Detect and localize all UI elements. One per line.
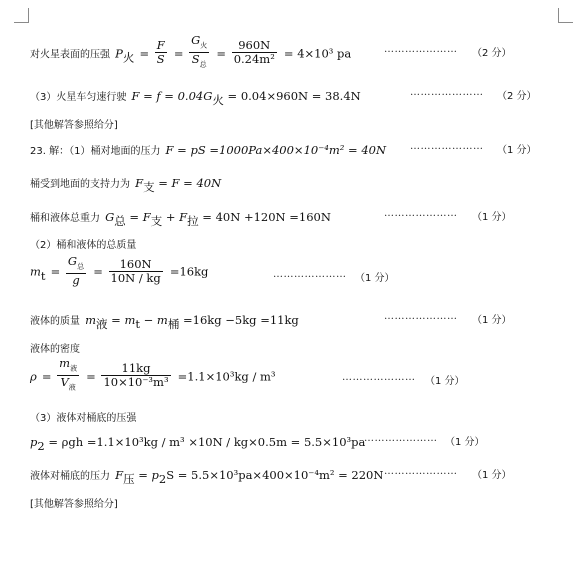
text-label: 对火星表面的压强 xyxy=(30,49,110,61)
line-density-heading: 液体的密度 xyxy=(30,344,80,355)
score-mark: （1 分） xyxy=(472,212,512,223)
dot-leader: ………………… xyxy=(384,311,458,322)
page-corner-mark-left xyxy=(14,8,29,23)
math-symbol: P xyxy=(115,46,123,61)
score-mark: （1 分） xyxy=(472,315,512,326)
dot-leader: ………………… xyxy=(384,44,458,55)
score-mark: （1 分） xyxy=(497,145,537,156)
dot-leader: ………………… xyxy=(342,372,416,383)
dot-leader: ………………… xyxy=(384,208,458,219)
score-mark: （2 分） xyxy=(472,48,512,59)
score-mark: （1 分） xyxy=(355,273,395,284)
fraction-g-over-s: $\frac{G_火}{S_总}$ xyxy=(191,33,208,69)
line-total-weight: 桶和液体总重力 $G_总 = F_支 + F_拉 = 40N +120N =160N$ xyxy=(30,210,331,229)
math-result: = 4×10³ pa xyxy=(283,46,352,61)
page-corner-mark-right xyxy=(558,8,573,23)
math-subscript: 火 xyxy=(122,50,135,65)
fraction-g-over-g: $\frac{G_总}{g}$ xyxy=(67,254,85,288)
line-support-force: 桶受到地面的支持力为 $F_支 = F = 40N$ xyxy=(30,176,222,195)
dot-leader: ………………… xyxy=(273,269,347,280)
score-mark: （1 分） xyxy=(445,437,485,448)
fraction-values: $\frac{960N}{\text{0.24m²}}$ xyxy=(233,38,275,67)
line-q23-pressure-force: 23. 解：（1）桶对地面的压力 F = pS =1000Pa×400×10⁻⁴m² = 40N xyxy=(30,143,387,157)
fraction-m-over-v: $\frac{m_液}{V_液}$ xyxy=(59,356,78,392)
fraction-values: $\frac{11kg}{\text{10×10⁻³m³}}$ xyxy=(103,361,169,390)
line-other-answers-2: [其他解答参照给分] xyxy=(30,499,118,510)
line-bottom-force-calc: 液体对桶底的压力 $F_压 = p_2S = 5.5\times 10^3pa\times 400\times 10^{-4}m^2 = 220N$ xyxy=(30,468,384,487)
line-total-mass-calc: $m_t$ = $\frac{G_总}{g}$ = $\frac{160N}{10N / kg}$ =16kg xyxy=(30,254,209,288)
dot-leader: ………………… xyxy=(410,87,484,98)
line-density-calc: ρ = $\frac{m_液}{V_液}$ = $\frac{11kg}{\text{10×10⁻³m³}}$ =1.1×10³kg / m³ xyxy=(30,357,276,395)
line-liquid-mass: 液体的质量 $m_液 = m_t - m_桶 =16kg -5kg =11kg$ xyxy=(30,313,299,332)
score-mark: （2 分） xyxy=(497,91,537,102)
line-other-answers-1: [其他解答参照给分] xyxy=(30,120,118,131)
line-bottom-pressure-calc: $p_2 = \rho gh =1.1\times 10^3kg / m^3 \times 10N / kg\times 0.5m = 5.5\times 10^3pa$ xyxy=(30,435,366,454)
score-mark: （1 分） xyxy=(472,470,512,481)
line-rover-force: （3）火星车匀速行驶 $F = f = 0.04G_火 = 0.04\times 960N = 38.4N$ xyxy=(30,89,361,108)
fraction-f-over-s: $\frac{F}{S}$ xyxy=(156,38,165,67)
dot-leader: ………………… xyxy=(364,433,438,444)
line-bottom-pressure-heading: （3）液体对桶底的压强 xyxy=(30,413,137,424)
dot-leader: ………………… xyxy=(384,466,458,477)
line-total-mass-heading: （2）桶和液体的总质量 xyxy=(30,240,137,251)
line-mars-pressure: 对火星表面的压强 $P_火$ = $\frac{F}{S}$ = $\frac{G_火}{S_总}$ = $\frac{960N}{\text{0.24m²}}$ = 4×10³ pa xyxy=(30,34,351,72)
score-mark: （1 分） xyxy=(425,376,465,387)
fraction-values: $\frac{160N}{10N / kg}$ xyxy=(110,256,161,285)
dot-leader: ………………… xyxy=(410,141,484,152)
